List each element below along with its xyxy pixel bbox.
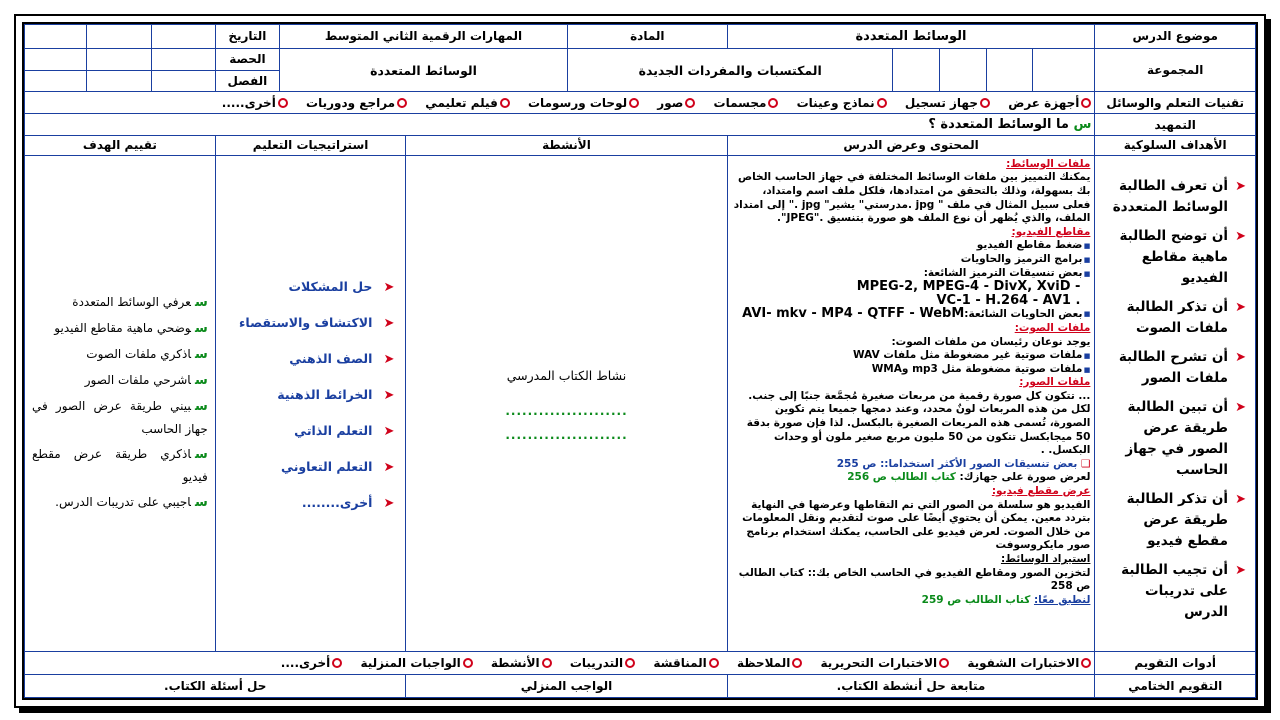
containers-item: ■ بعض الحاويات الشائعة:AVI- mkv - MP4 - QTFF - WebM <box>732 307 1091 322</box>
radio-circle-icon <box>625 658 635 668</box>
activities-header: الأنشطة <box>406 136 727 156</box>
codecs-line-1: MPEG-2, MPEG-4 - DivX, XviD - <box>856 279 1081 295</box>
question-mark-icon: س <box>1073 117 1092 133</box>
audio-title: ملفات الصوت: <box>1014 321 1091 334</box>
evaluation-item: سبيني طريقة عرض الصور في جهاز الحاسب <box>32 398 208 436</box>
objectives-header: الأهداف السلوكية <box>1095 136 1256 156</box>
tools-options <box>25 92 1095 114</box>
group-label: المجموعة <box>1095 48 1256 92</box>
group-cell-2 <box>986 48 1033 92</box>
dotted-line: ...................... <box>505 427 628 442</box>
video-view-title: عرض مقطع فيديو: <box>991 485 1091 498</box>
arrow-icon: ➤ <box>1235 400 1246 415</box>
import-text: لتخزين الصور ومقاطع الفيديو في الحاسب الخاص بك:: كتاب الطالب ص 258 <box>738 566 1091 593</box>
strategies-list <box>219 278 403 511</box>
tools-option[interactable]: لوحات ورسومات <box>528 96 639 110</box>
strategies-header: استراتيجيات التعليم <box>215 136 406 156</box>
tools-option[interactable]: جهاز تسجيل <box>905 96 990 110</box>
group-cell-3 <box>940 48 987 92</box>
video-item: ■ برامج الترميز والحاويات <box>732 253 1091 267</box>
radio-circle-icon <box>463 658 473 668</box>
period-label: الحصة <box>215 48 279 70</box>
arrow-icon: ➤ <box>1235 350 1246 365</box>
arrow-icon: ➤ <box>383 387 395 403</box>
video-item: ■ بعض تنسيقات الترميز الشائعة: <box>732 267 1091 281</box>
subject-label: المادة <box>568 25 728 49</box>
tools-option[interactable]: مجسمات <box>714 96 779 110</box>
tools-option[interactable]: مراجع ودوريات <box>306 96 407 110</box>
class-label: الفصل <box>215 70 279 92</box>
assessment-label: أدوات التقويم <box>1095 652 1256 675</box>
arrow-icon: ➤ <box>383 351 395 367</box>
assessment-option[interactable]: التدريبات <box>570 656 635 670</box>
group-cell-1 <box>1033 48 1095 92</box>
evaluation-item: سوضحي ماهية مقاطع الفيديو <box>54 320 208 336</box>
arrow-icon: ➤ <box>1235 492 1246 507</box>
checkbox-icon: ❑ <box>1080 457 1091 470</box>
audio-item: ■ ملفات صوتية غير مضغوطة مثل ملفات WAV <box>732 349 1091 363</box>
lesson-plan-frame <box>22 22 1258 700</box>
class-cell-3 <box>25 70 87 92</box>
intro-question-cell <box>25 114 1095 136</box>
evaluation-item: ساذكري طريقة عرض مقطع فيديو <box>32 446 208 484</box>
objective-item: ➤ أن تعرف الطالبة الوسائط المتعددة <box>1112 178 1246 215</box>
tools-option[interactable]: صور <box>657 96 695 110</box>
arrow-icon: ➤ <box>1235 563 1246 578</box>
date-cell-3 <box>25 25 87 49</box>
apply-line: لنطبق معًا: كتاب الطالب ص 259 <box>921 593 1091 606</box>
radio-circle-icon <box>278 98 288 108</box>
import-title: استيراد الوسائط: <box>1000 553 1091 565</box>
strategy-item: ➤ الخرائط الذهنية <box>277 386 395 403</box>
evaluation-item: سعرفي الوسائط المتعددة <box>72 294 208 310</box>
tools-option[interactable]: نماذج وعينات <box>797 96 887 110</box>
assessment-option[interactable]: أخرى.... <box>281 656 342 670</box>
radio-circle-icon <box>1081 98 1091 108</box>
lesson-topic-label: موضوع الدرس <box>1095 25 1256 49</box>
radio-circle-icon <box>500 98 510 108</box>
content-header: المحتوى وعرض الدرس <box>727 136 1095 156</box>
assessment-options <box>25 652 1095 675</box>
assessment-option[interactable]: الملاحظة <box>737 656 802 670</box>
tools-option[interactable]: أخرى..... <box>222 96 288 110</box>
video-view-text: الفيديو هو سلسلة من الصور التي تم التقاطها وعرضها في النهاية بتردد معين. يمكن أن يحتوي أيضًا على صوت لتقديم ونقل المعلومات من خلال الصوت. لعرض فيديو على الحاسب، يمكنك استخدام برنامج صور مايكروسوفت <box>742 498 1091 552</box>
formats-line: ❑ بعض تنسيقات الصور الأكثر استخداما:: ص 255 <box>836 457 1091 470</box>
assessment-option[interactable]: الواجبات المنزلية <box>360 656 472 670</box>
media-files-text: يمكنك التمييز بين ملفات الوسائط المختلفة في جهاز الحاسب الخاص بك بسهولة، وذلك بالتحقق من امتدادها، فلكل ملف اسم وامتداد، فعلى سبيل المثال في ملف " jpg .مدرستي" يشير" jpg ." إلى امتداد الملف، والذي يُظهر أن نوع الملف هو صورة بتنسيق ."JPEG". <box>733 171 1091 225</box>
strategy-item: ➤ الاكتشاف والاستقصاء <box>238 314 395 331</box>
strategy-item: ➤ حل المشكلات <box>288 278 395 295</box>
class-cell-1 <box>151 70 215 92</box>
audio-intro: يوجد نوعان رئيسان من ملفات الصوت: <box>891 335 1091 348</box>
period-cell-2 <box>87 48 151 70</box>
strategy-item: ➤ أخرى........ <box>301 494 395 511</box>
objective-item: ➤ أن تذكر الطالبة طريقة عرض مقطع فيديو <box>1126 491 1246 549</box>
content-cell <box>727 155 1095 651</box>
objective-item: ➤ أن تبين الطالبة طريقة عرض الصور في جهاز الحاسب <box>1125 399 1246 478</box>
radio-circle-icon <box>397 98 407 108</box>
dotted-line: ...................... <box>505 403 628 418</box>
radio-circle-icon <box>1081 658 1091 668</box>
images-text: ... تتكون كل صورة رقمية من مربعات صغيرة مُجمَّعة جنبًا إلى جنب. لكل من هذه المربعات لونٌ محدد، وعند دمجها جميعا يتم تكوين الصورة، تُسمى هذه المربعات الصغيرة بالبكسل. لذا فإن صورة بدقة 50 ميجابكسل تتكون من 50 مليون مربع صغير ملون أو وحدات البكسل. . <box>746 389 1091 457</box>
intro-label: التمهيد <box>1095 114 1256 136</box>
objective-item: ➤ أن تجيب الطالبة على تدريبات الدرس <box>1121 562 1246 620</box>
homework-label: الواجب المنزلي <box>406 675 727 698</box>
final-label: التقويم الختامي <box>1095 675 1256 698</box>
acquisitions-value: الوسائط المتعددة <box>280 48 568 92</box>
evaluation-list <box>28 291 212 514</box>
tools-option[interactable]: فيلم تعليمي <box>425 96 510 110</box>
lesson-plan-table <box>24 24 1256 698</box>
objectives-list <box>1098 176 1252 623</box>
audio-item: ■ ملفات صوتية مضغوطة مثل mp3 وWMA <box>732 363 1091 377</box>
radio-circle-icon <box>768 98 778 108</box>
date-cell-2 <box>87 25 151 49</box>
class-cell-2 <box>87 70 151 92</box>
evaluation-item: ساشرحي ملفات الصور <box>84 372 208 388</box>
radio-circle-icon <box>939 658 949 668</box>
objective-item: ➤ أن توضح الطالبة ماهية مقاطع الفيديو <box>1119 228 1246 286</box>
radio-circle-icon <box>332 658 342 668</box>
assessment-option[interactable]: الأنشطة <box>491 656 552 670</box>
arrow-icon: ➤ <box>1235 179 1246 194</box>
activities-cell <box>406 155 727 651</box>
objectives-cell <box>1095 155 1256 651</box>
assessment-option[interactable]: الاختبارات الشفوية <box>967 656 1091 670</box>
media-files-title: ملفات الوسائط: <box>1006 157 1091 170</box>
radio-circle-icon <box>792 658 802 668</box>
strategy-item: ➤ الصف الذهني <box>289 350 395 367</box>
evaluation-item: ساذكري ملفات الصوت <box>86 346 208 362</box>
evaluation-cell <box>25 155 216 651</box>
lesson-topic-value: الوسائط المتعددة <box>727 25 1095 49</box>
assessment-option[interactable]: الاختبارات التحريرية <box>821 656 950 670</box>
date-label: التاريخ <box>215 25 279 49</box>
arrow-icon: ➤ <box>383 495 395 511</box>
activities-text: نشاط الكتاب المدرسي <box>506 367 627 383</box>
codecs-line-2: VC-1 - H.264 - AV1 . <box>936 292 1081 308</box>
radio-circle-icon <box>877 98 887 108</box>
arrow-icon: ➤ <box>383 315 395 331</box>
view-image-line: لعرض صورة على جهازك: كتاب الطالب ص 256 <box>847 471 1091 484</box>
video-item: ■ ضغط مقاطع الفيديو <box>732 239 1091 253</box>
objective-item: ➤ أن تذكر الطالبة ملفات الصوت <box>1126 299 1246 336</box>
final-value: متابعة حل أنشطة الكتاب. <box>727 675 1095 698</box>
radio-circle-icon <box>980 98 990 108</box>
arrow-icon: ➤ <box>383 459 395 475</box>
objective-item: ➤ أن تشرح الطالبة ملفات الصور <box>1118 349 1246 386</box>
assessment-option[interactable]: المناقشة <box>653 656 718 670</box>
period-cell-3 <box>25 48 87 70</box>
intro-question: ما الوسائط المتعددة ؟ <box>928 117 1069 133</box>
radio-circle-icon <box>709 658 719 668</box>
date-cell-1 <box>151 25 215 49</box>
homework-value: حل أسئلة الكتاب. <box>25 675 406 698</box>
radio-circle-icon <box>542 658 552 668</box>
lesson-plan-page <box>14 14 1266 708</box>
tools-label: تقنيات التعلم والوسائل <box>1095 92 1256 114</box>
evaluation-header: تقييم الهدف <box>25 136 216 156</box>
period-cell-1 <box>151 48 215 70</box>
acquisitions-label: المكتسبات والمفردات الجديدة <box>568 48 893 92</box>
strategy-item: ➤ التعلم التعاوني <box>281 458 395 475</box>
arrow-icon: ➤ <box>383 423 395 439</box>
video-title: مقاطع الفيديو: <box>1011 225 1091 238</box>
radio-circle-icon <box>629 98 639 108</box>
radio-circle-icon <box>685 98 695 108</box>
arrow-icon: ➤ <box>1235 300 1246 315</box>
evaluation-item: ساجيبي على تدريبات الدرس. <box>55 494 208 510</box>
subject-value: المهارات الرقمية الثاني المتوسط <box>280 25 568 49</box>
images-title: ملفات الصور: <box>1019 376 1091 389</box>
group-cell-4 <box>893 48 940 92</box>
strategy-item: ➤ التعلم الذاتي <box>294 422 395 439</box>
tools-option[interactable]: أجهزة عرض <box>1008 96 1091 110</box>
arrow-icon: ➤ <box>1235 229 1246 244</box>
arrow-icon: ➤ <box>383 279 395 295</box>
strategies-cell <box>215 155 406 651</box>
